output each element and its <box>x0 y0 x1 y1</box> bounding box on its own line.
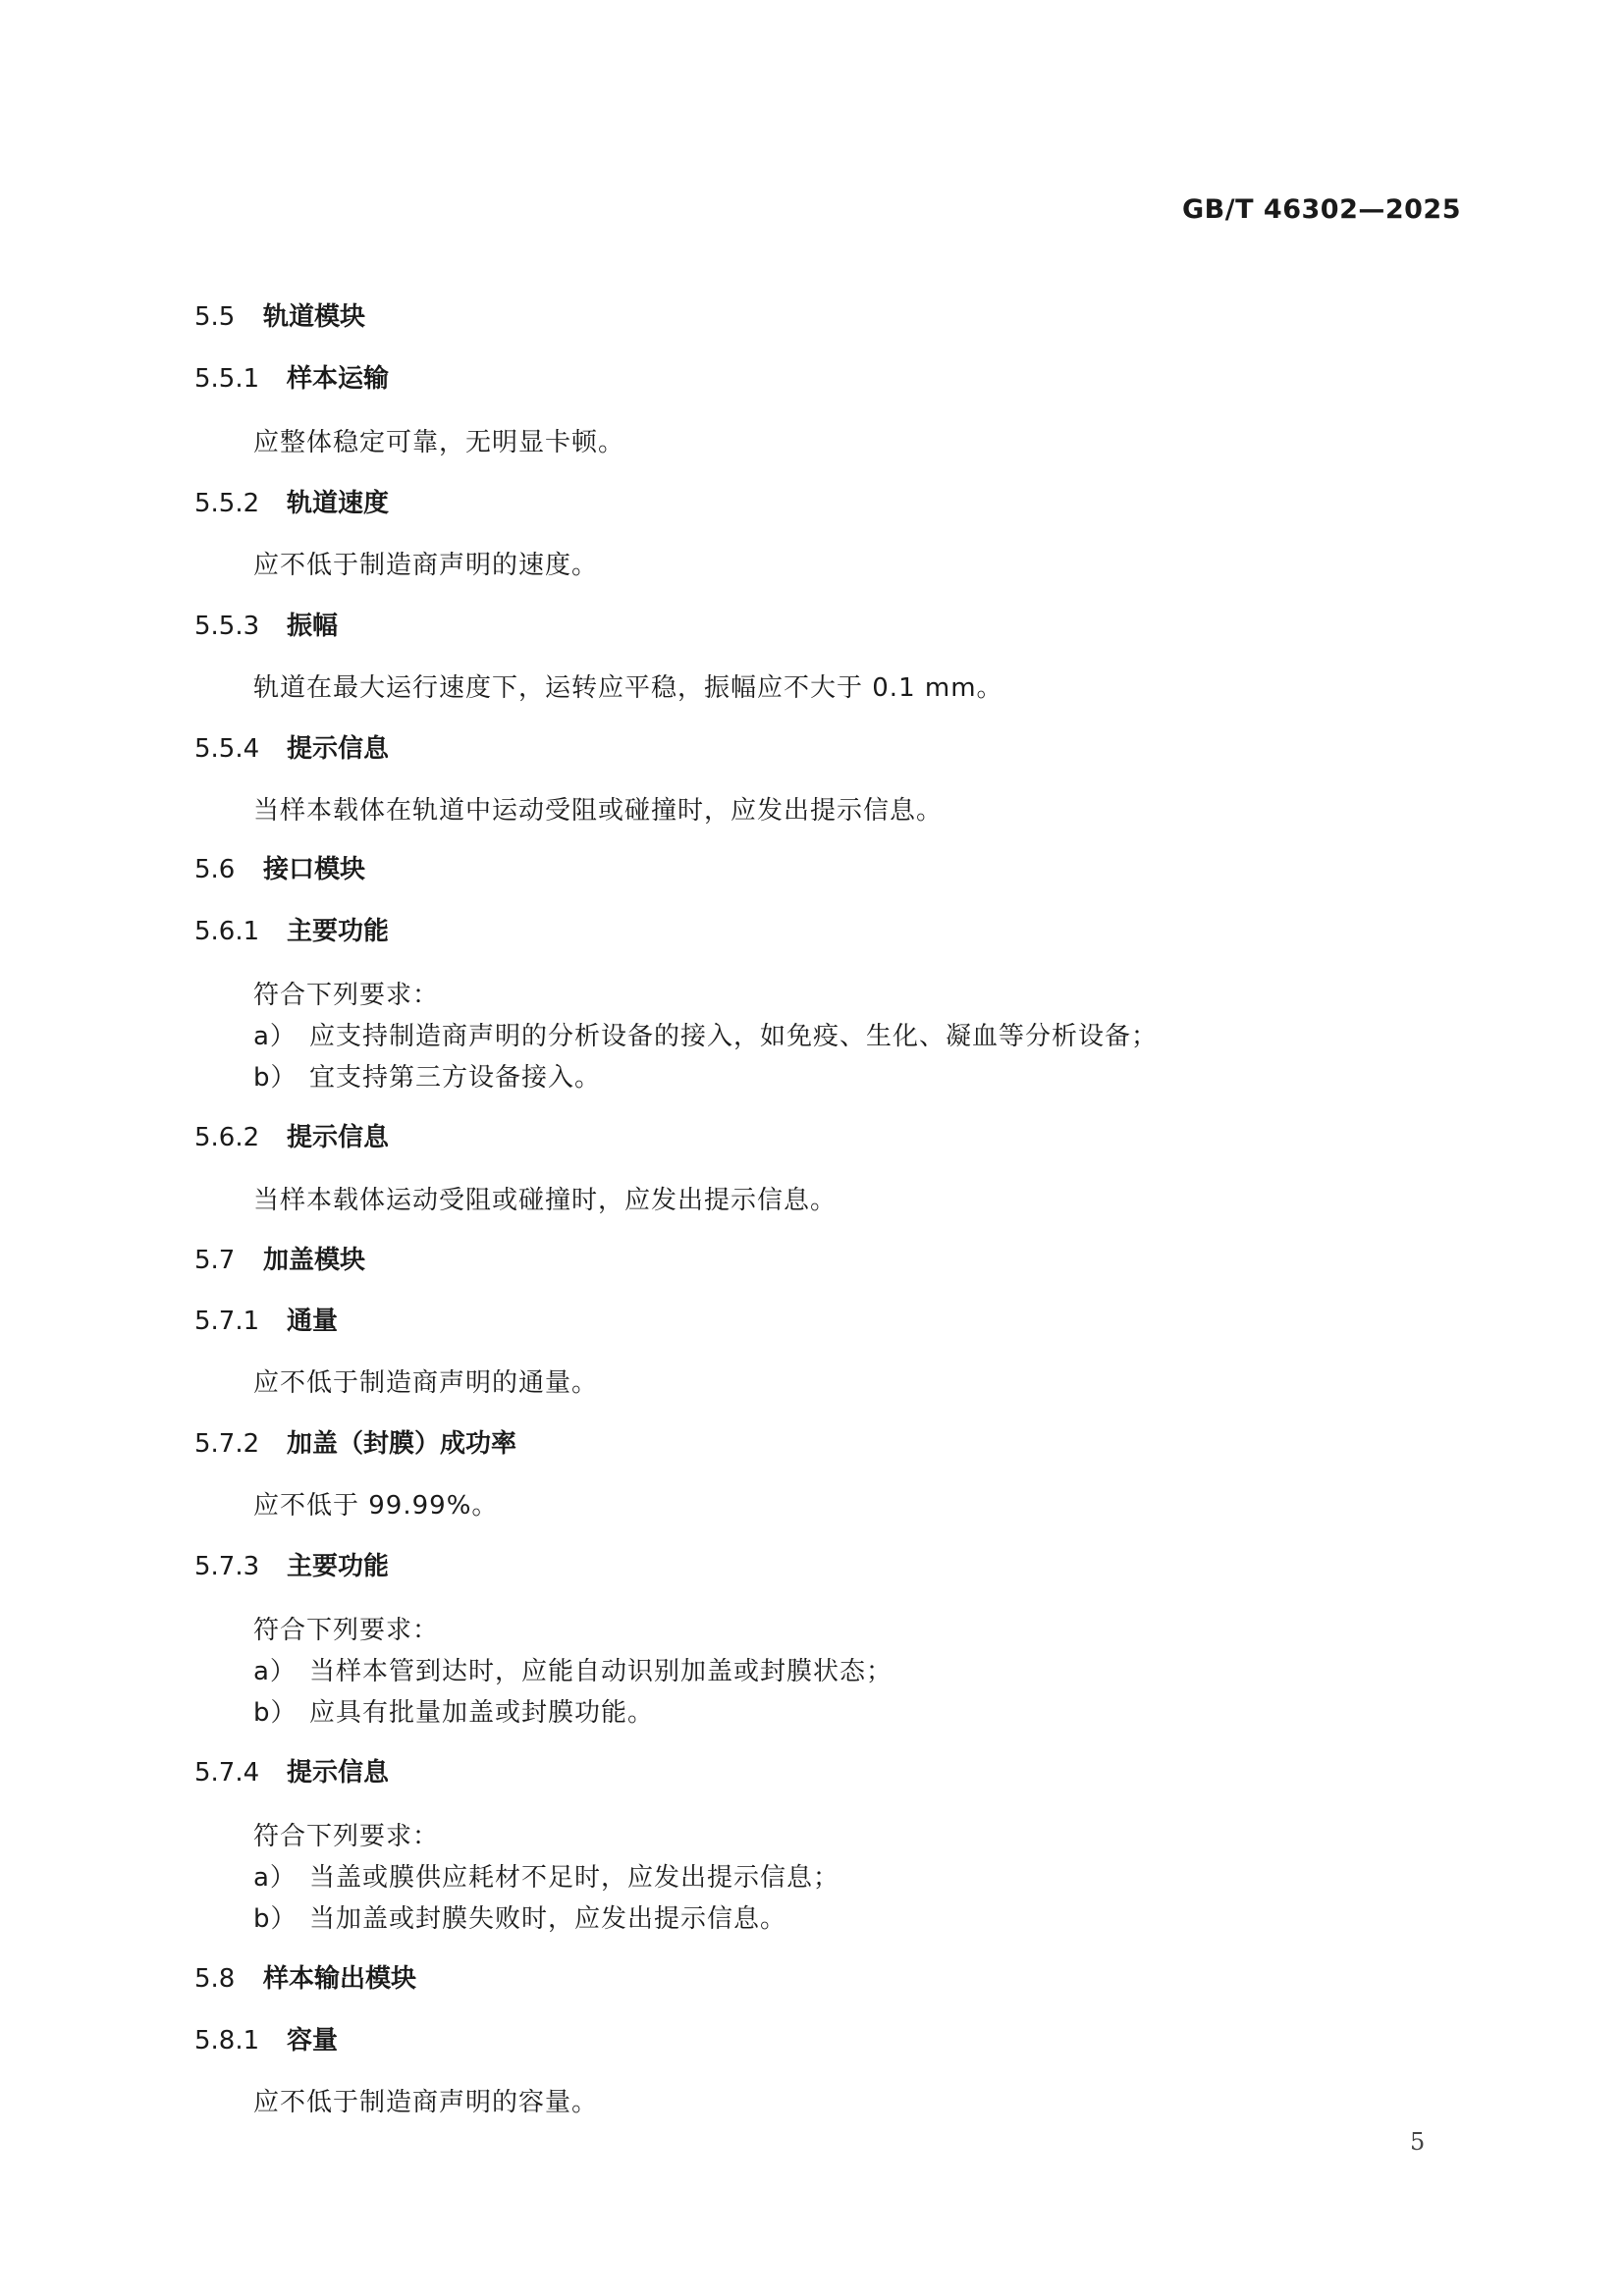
subsection-number: 5.7.4 <box>194 1758 260 1788</box>
section-heading <box>194 849 365 885</box>
section-heading <box>194 296 365 333</box>
section-title: 接口模块 <box>263 855 366 884</box>
subsection-number: 5.6.1 <box>194 917 260 946</box>
list-item-text: 当盖或膜供应耗材不足时，应发出提示信息； <box>309 1863 840 1893</box>
section-number: 5.7 <box>194 1246 236 1275</box>
subsection-heading <box>194 728 389 765</box>
list-item <box>253 1898 786 1935</box>
subsection-heading <box>194 1117 389 1153</box>
paragraph: 应整体稳定可靠，无明显卡顿。 <box>253 428 625 457</box>
paragraph: 当样本载体运动受阻或碰撞时，应发出提示信息。 <box>253 1186 838 1215</box>
paragraph: 应不低于制造商声明的容量。 <box>253 2088 599 2117</box>
subsection-number: 5.7.2 <box>194 1429 260 1459</box>
subsection-heading <box>194 911 389 947</box>
subsection-heading <box>194 1423 516 1460</box>
list-item-text: 应支持制造商声明的分析设备的接入，如免疫、生化、凝血等分析设备； <box>309 1022 1159 1051</box>
paragraph: 轨道在最大运行速度下，运转应平稳，振幅应不大于 0.1 mm。 <box>253 673 1003 703</box>
subsection-heading <box>194 1301 338 1337</box>
subsection-title: 样本运输 <box>287 364 390 394</box>
subsection-number: 5.5.2 <box>194 489 260 518</box>
paragraph: 应不低于制造商声明的速度。 <box>253 551 599 580</box>
list-marker: a） <box>253 1657 297 1686</box>
subsection-heading <box>194 483 389 519</box>
list-item-text: 当样本管到达时，应能自动识别加盖或封膜状态； <box>309 1657 893 1686</box>
section-number: 5.5 <box>194 302 236 332</box>
subsection-number: 5.5.3 <box>194 612 260 641</box>
paragraph: 符合下列要求： <box>253 981 440 1010</box>
list-item-text: 宜支持第三方设备接入。 <box>309 1063 602 1093</box>
subsection-title: 容量 <box>287 2026 339 2056</box>
subsection-title: 提示信息 <box>287 734 390 764</box>
list-marker: b） <box>253 1698 298 1728</box>
paragraph: 应不低于 99.99%。 <box>253 1491 499 1521</box>
list-item-text: 应具有批量加盖或封膜功能。 <box>309 1698 655 1728</box>
list-item <box>253 1857 839 1894</box>
paragraph: 符合下列要求： <box>253 1822 440 1851</box>
section-heading <box>194 1958 416 1995</box>
list-marker: a） <box>253 1863 297 1893</box>
subsection-title: 轨道速度 <box>287 489 390 518</box>
subsection-title: 加盖（封膜）成功率 <box>287 1429 517 1459</box>
subsection-number: 5.5.4 <box>194 734 260 764</box>
section-number: 5.6 <box>194 855 236 884</box>
subsection-heading <box>194 1546 389 1582</box>
list-marker: b） <box>253 1904 298 1934</box>
standard-code: GB/T 46302—2025 <box>1182 194 1461 225</box>
subsection-number: 5.7.3 <box>194 1552 260 1581</box>
list-item <box>253 1692 654 1729</box>
section-number: 5.8 <box>194 1964 236 1994</box>
subsection-number: 5.6.2 <box>194 1123 260 1152</box>
list-item <box>253 1057 601 1094</box>
subsection-heading <box>194 2020 338 2056</box>
section-title: 轨道模块 <box>263 302 366 332</box>
list-marker: b） <box>253 1063 298 1093</box>
subsection-title: 提示信息 <box>287 1123 390 1152</box>
subsection-number: 5.8.1 <box>194 2026 260 2056</box>
paragraph: 符合下列要求： <box>253 1616 440 1645</box>
list-item-text: 当加盖或封膜失败时，应发出提示信息。 <box>309 1904 787 1934</box>
subsection-heading <box>194 358 389 395</box>
subsection-title: 提示信息 <box>287 1758 390 1788</box>
subsection-title: 振幅 <box>287 612 339 641</box>
list-marker: a） <box>253 1022 297 1051</box>
paragraph: 应不低于制造商声明的通量。 <box>253 1368 599 1398</box>
paragraph: 当样本载体在轨道中运动受阻或碰撞时，应发出提示信息。 <box>253 796 944 826</box>
section-title: 样本输出模块 <box>263 1964 417 1994</box>
subsection-title: 主要功能 <box>287 1552 390 1581</box>
subsection-number: 5.7.1 <box>194 1307 260 1336</box>
subsection-title: 主要功能 <box>287 917 390 946</box>
subsection-number: 5.5.1 <box>194 364 260 394</box>
subsection-title: 通量 <box>287 1307 339 1336</box>
page-number: 5 <box>1410 2128 1426 2156</box>
section-title: 加盖模块 <box>263 1246 366 1275</box>
list-item <box>253 1651 893 1687</box>
subsection-heading <box>194 606 338 642</box>
section-heading <box>194 1240 365 1276</box>
subsection-heading <box>194 1752 389 1789</box>
list-item <box>253 1016 1158 1052</box>
